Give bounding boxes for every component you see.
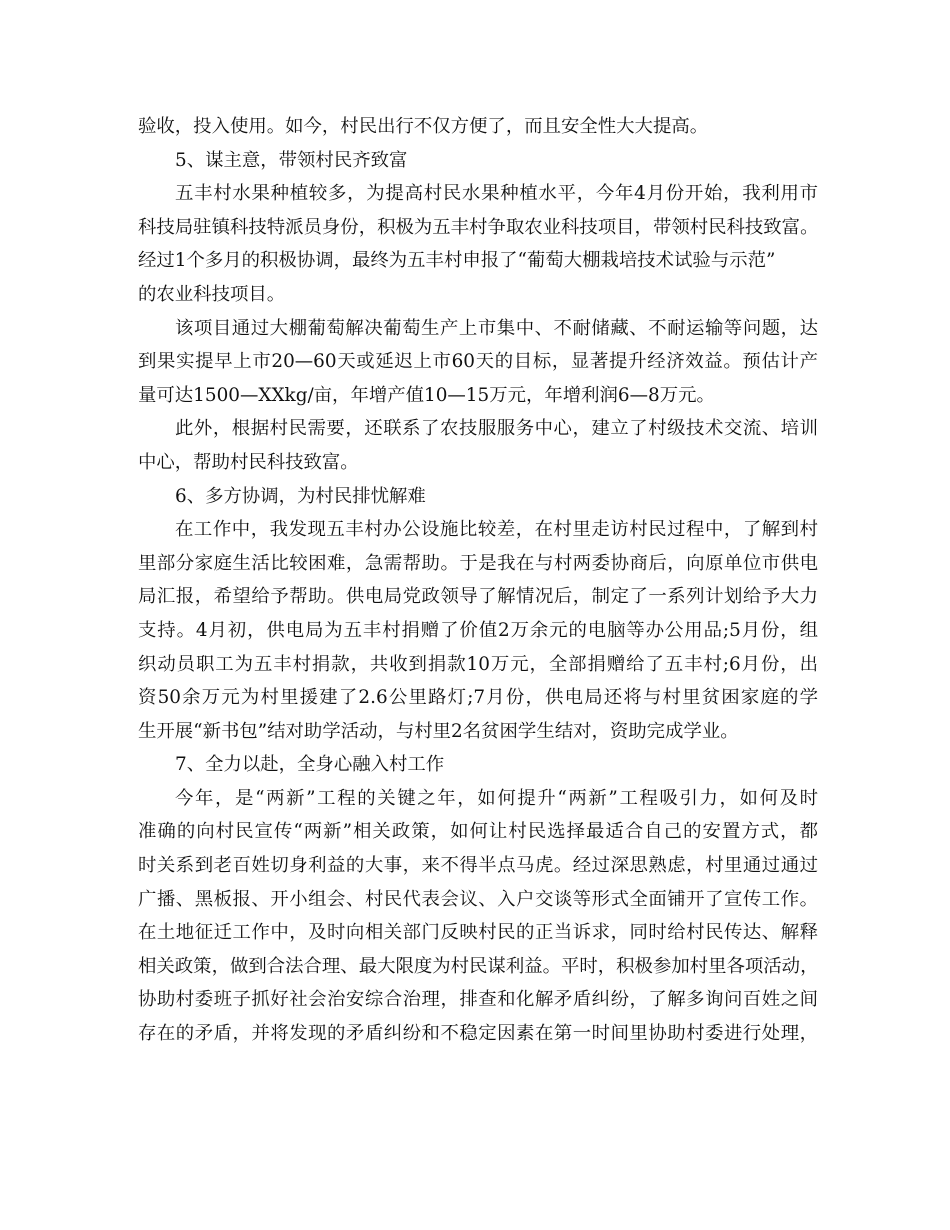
section-heading: 5、谋主意，带领村民齐致富 xyxy=(175,149,408,171)
text-line: 验收，投入使用。如今，村民出行不仅方便了，而且安全性大大提高。 xyxy=(138,116,709,137)
text-line: 五丰村水果种植较多，为提高村民水果种植水平，今年4月份开始，我利用市 xyxy=(175,183,818,205)
text-line: 科技局驻镇科技特派员身份，积极为五丰村争取农业科技项目，带领村民科技致富。 xyxy=(138,216,819,238)
text-line: 协助村委班子抓好社会治安综合治理，排查和化解矛盾纠纷，了解多询问百姓之间 xyxy=(138,989,818,1011)
text-line: 在土地征迁工作中，及时向相关部门反映村民的正当诉求，同时给村民传达、解释 xyxy=(138,922,818,944)
text-line: 支持。4月初，供电局为五丰村捐赠了价值2万余元的电脑等办公用品;5月份，组 xyxy=(138,619,818,641)
text-line: 今年，是“两新”工程的关键之年，如何提升“两新”工程吸引力，如何及时 xyxy=(175,787,818,809)
text-line: 量可达1500—XXkg/亩，年增产值10—15万元，年增利润6—8万元。 xyxy=(138,384,715,406)
section-heading: 7、全力以赴，全身心融入村工作 xyxy=(175,754,445,776)
document-body xyxy=(138,110,818,1051)
text-line: 里部分家庭生活比较困难，急需帮助。于是我在与村两委协商后，向原单位市供电 xyxy=(138,552,818,574)
text-line: 中心，帮助村民科技致富。 xyxy=(138,451,359,473)
text-line: 局汇报，希望给予帮助。供电局党政领导了解情况后，制定了一系列计划给予大力 xyxy=(138,586,818,608)
text-line: 时关系到老百姓切身利益的大事，来不得半点马虎。经过深思熟虑，村里通过通过 xyxy=(138,855,818,877)
text-line: 织动员职工为五丰村捐款，共收到捐款10万元，全部捐赠给了五丰村;6月份，出 xyxy=(138,653,818,675)
text-line: 的农业科技项目。 xyxy=(138,283,286,305)
text-line: 此外，根据村民需要，还联系了农技服服务中心，建立了村级技术交流、培训 xyxy=(175,418,818,440)
section-heading: 6、多方协调，为村民排忧解难 xyxy=(175,485,426,507)
text-line: 在工作中，我发现五丰村办公设施比较差，在村里走访村民过程中，了解到村 xyxy=(175,519,818,541)
text-line: 生开展“新书包”结对助学活动，与村里2名贫困学生结对，资助完成学业。 xyxy=(138,720,739,742)
text-line: 该项目通过大棚葡萄解决葡萄生产上市集中、不耐储藏、不耐运输等问题，达 xyxy=(175,317,818,339)
text-line: 广播、黑板报、开小组会、村民代表会议、入户交谈等形式全面铺开了宣传工作。 xyxy=(138,888,818,910)
text-line: 准确的向村民宣传“两新”相关政策，如何让村民选择最适合自己的安置方式，都 xyxy=(138,821,818,843)
text-line: 资50余万元为村里援建了2.6公里路灯;7月份，供电局还将与村里贫困家庭的学 xyxy=(138,687,818,709)
text-line: 存在的矛盾，并将发现的矛盾纠纷和不稳定因素在第一时间里协助村委进行处理， xyxy=(138,1023,818,1045)
text-line: 相关政策，做到合法合理、最大限度为村民谋利益。平时，积极参加村里各项活动， xyxy=(138,955,819,977)
text-line: 到果实提早上市20—60天或延迟上市60天的目标，显著提升经济效益。预估计产 xyxy=(138,351,818,373)
text-line: 经过1个多月的积极协调，最终为五丰村申报了“葡萄大棚栽培技术试验与示范” xyxy=(138,250,776,272)
